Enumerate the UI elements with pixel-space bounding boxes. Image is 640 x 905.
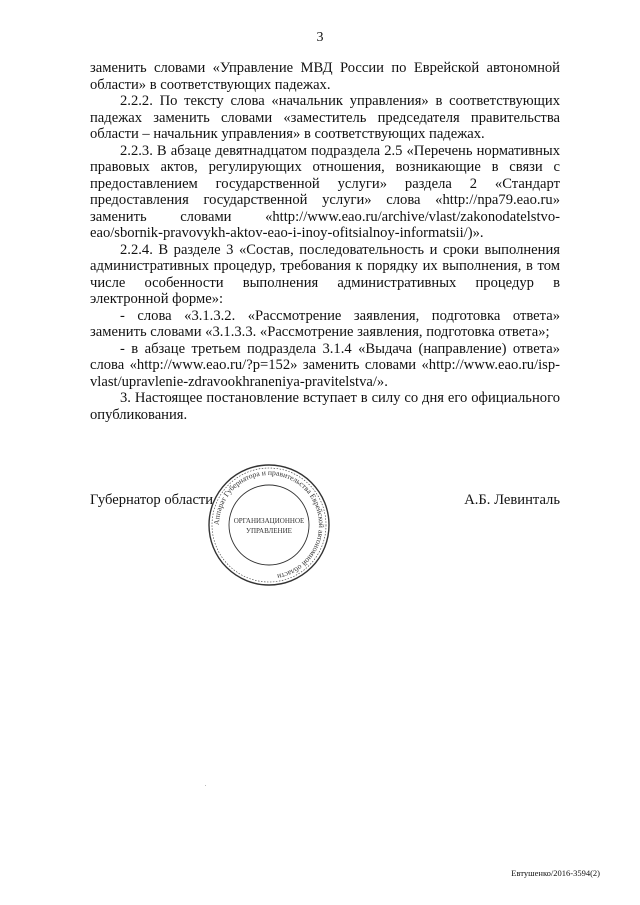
document-body: [90, 60, 560, 423]
page-number: 3: [316, 30, 324, 45]
paragraph-continuation: заменить словами «Управление МВД России по Еврейской автономной области» в соответствующих падежах.: [90, 60, 560, 93]
official-stamp-seal: [206, 462, 332, 588]
stamp-center-line2: УПРАВЛЕНИЕ: [246, 527, 292, 535]
signatory-name: А.Б. Левинталь: [464, 492, 560, 508]
stamp-center-line1: ОРГАНИЗАЦИОННОЕ: [233, 517, 305, 525]
list-item-replace-words: - слова «3.1.3.2. «Рассмотрение заявления, подготовка ответа» заменить словами «3.1.3.3. «Рассмотрение заявления, подготовка ответа»;: [90, 307, 560, 340]
paragraph-2-2-3: 2.2.3. В абзаце девятнадцатом подраздела 2.5 «Перечень нормативных правовых актов, регулирующих отношения, возникающие в связи с предоставлением государственной услуги» раздела 2 «Стандарт предоставления государственной услуги» слова «http://npa79.eao.ru» заменить словами «http://www.eao.ru/archive/vlast/zakonodatelstvo-eao/sbornik-pravovykh-aktov-eao-i-inoy-ofitsialnoy-informatsii/)».: [90, 142, 560, 241]
signatory-title: Губернатор области: [90, 492, 214, 508]
paragraph-effective-date: 3. Настоящее постановление вступает в силу со дня его официального опубликования.: [90, 390, 560, 423]
paragraph-2-2-2: 2.2.2. По тексту слова «начальник управления» в соответствующих падежах заменить словами «заместитель председателя правительства области – начальник управления» в соответствующих падежах.: [90, 93, 560, 142]
scan-speck: [205, 785, 206, 786]
list-item-replace-url: - в абзаце третьем подраздела 3.1.4 «Выдача (направление) ответа» слова «http://www.eao.ru/?p=152» заменить словами «http://www.eao.ru/isp-vlast/upravlenie-zdravookhraneniya-pravitelstva/».: [90, 340, 560, 390]
footer-reference: Евтушенко/2016-3594(2): [511, 868, 600, 878]
paragraph-2-2-4: 2.2.4. В разделе 3 «Состав, последовательность и сроки выполнения административных процедур, требования к порядку их выполнения, в том числе особенности выполнения административных процедур в электронной форме»:: [90, 241, 560, 307]
stamp-outer-text: Аппарат Губернатора и правительства Еврейской автономной области: [211, 467, 327, 582]
